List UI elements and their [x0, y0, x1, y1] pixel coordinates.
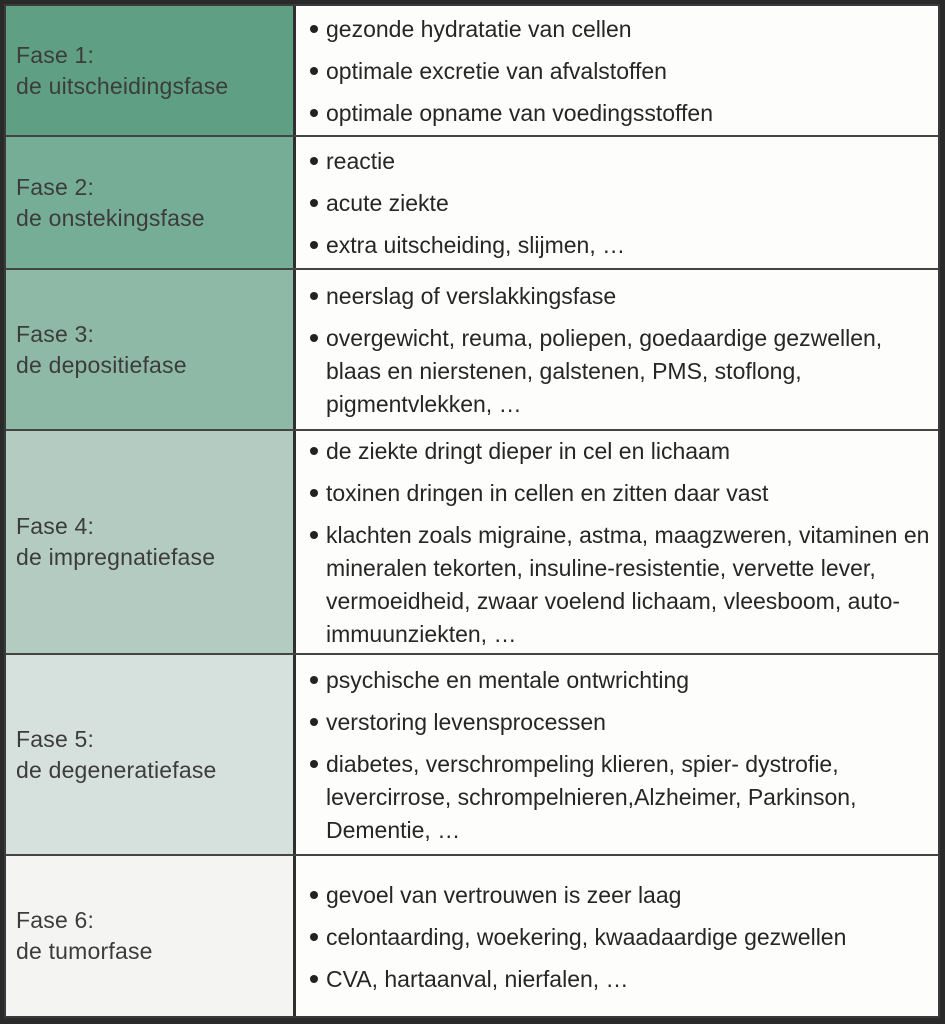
bullet-icon [310, 25, 318, 33]
table-row-phase-3 [6, 270, 938, 431]
phase-name: de degeneratiefase [16, 756, 217, 783]
list-item: de ziekte dringt dieper in cel en lichaam [310, 435, 932, 468]
list-item: optimale excretie van afvalstoffen [310, 55, 932, 88]
table-row-phase-6 [6, 856, 938, 1016]
list-item: acute ziekte [310, 187, 932, 220]
list-item: neerslag of verslakkingsfase [310, 280, 932, 313]
bullet-icon [310, 199, 318, 207]
phase-items [296, 270, 938, 429]
bullet-icon [310, 157, 318, 165]
bullet-icon [310, 334, 318, 342]
list-item: psychische en mentale ontwrichting [310, 664, 932, 697]
phase-cell [6, 270, 296, 429]
phase-cell [6, 431, 296, 653]
phases-table [4, 4, 940, 1018]
phase-label: Fase 6: [16, 907, 95, 933]
list-item: overgewicht, reuma, poliepen, goedaardige gezwellen, blaas en nierstenen, galstenen, PMS, stoflong, pigmentvlekken, … [310, 322, 932, 421]
bullet-icon [310, 718, 318, 726]
table-row-phase-2 [6, 137, 938, 270]
phase-items [296, 431, 938, 653]
phase-cell [6, 137, 296, 268]
bullet-icon [310, 67, 318, 75]
phase-name: de impregnatiefase [16, 544, 216, 570]
table-row-phase-4 [6, 431, 938, 655]
bullet-icon [310, 933, 318, 941]
list-item: optimale opname van voedingsstoffen [310, 97, 932, 130]
list-item: verstoring levensprocessen [310, 706, 932, 739]
phase-name: de depositiefase [16, 351, 187, 378]
phase-cell [6, 6, 296, 135]
phase-cell [6, 655, 296, 854]
phase-name: de tumorfase [16, 938, 153, 964]
bullet-icon [310, 447, 318, 455]
list-item: extra uitscheiding, slijmen, … [310, 229, 932, 262]
phase-label: Fase 4: [16, 513, 95, 539]
bullet-icon [310, 760, 318, 768]
table-row-phase-1 [6, 6, 938, 137]
table-row-phase-5 [6, 655, 938, 856]
bullet-icon [310, 109, 318, 117]
phase-label: Fase 1: [16, 41, 95, 68]
bullet-icon [310, 489, 318, 497]
phase-cell [6, 856, 296, 1016]
phase-items [296, 137, 938, 268]
list-item: CVA, hartaanval, nierfalen, … [310, 963, 932, 996]
list-item: klachten zoals migraine, astma, maagzweren, vitaminen en mineralen tekorten, insuline-resistentie, vervette lever, vermoeidheid, zwaar voelend lichaam, vleesboom, auto-immuunziekten, … [310, 519, 932, 651]
list-item: gevoel van vertrouwen is zeer laag [310, 879, 932, 912]
phase-label: Fase 3: [16, 320, 95, 347]
list-item: reactie [310, 145, 932, 178]
bullet-icon [310, 891, 318, 899]
phase-label: Fase 2: [16, 173, 95, 200]
bullet-icon [310, 975, 318, 983]
phase-items [296, 655, 938, 854]
phase-items [296, 856, 938, 1016]
phase-label: Fase 5: [16, 725, 95, 752]
bullet-icon [310, 676, 318, 684]
list-item: celontaarding, woekering, kwaadaardige gezwellen [310, 921, 932, 954]
phase-name: de onstekingsfase [16, 204, 205, 231]
list-item: diabetes, verschrompeling klieren, spier- dystrofie, levercirrose, schrompelnieren,Alzheimer, Parkinson, Dementie, … [310, 748, 932, 847]
list-item: toxinen dringen in cellen en zitten daar vast [310, 477, 932, 510]
phase-name: de uitscheidingsfase [16, 72, 229, 99]
phase-items [296, 6, 938, 135]
bullet-icon [310, 531, 318, 539]
list-item: gezonde hydratatie van cellen [310, 13, 932, 46]
bullet-icon [310, 292, 318, 300]
bullet-icon [310, 241, 318, 249]
